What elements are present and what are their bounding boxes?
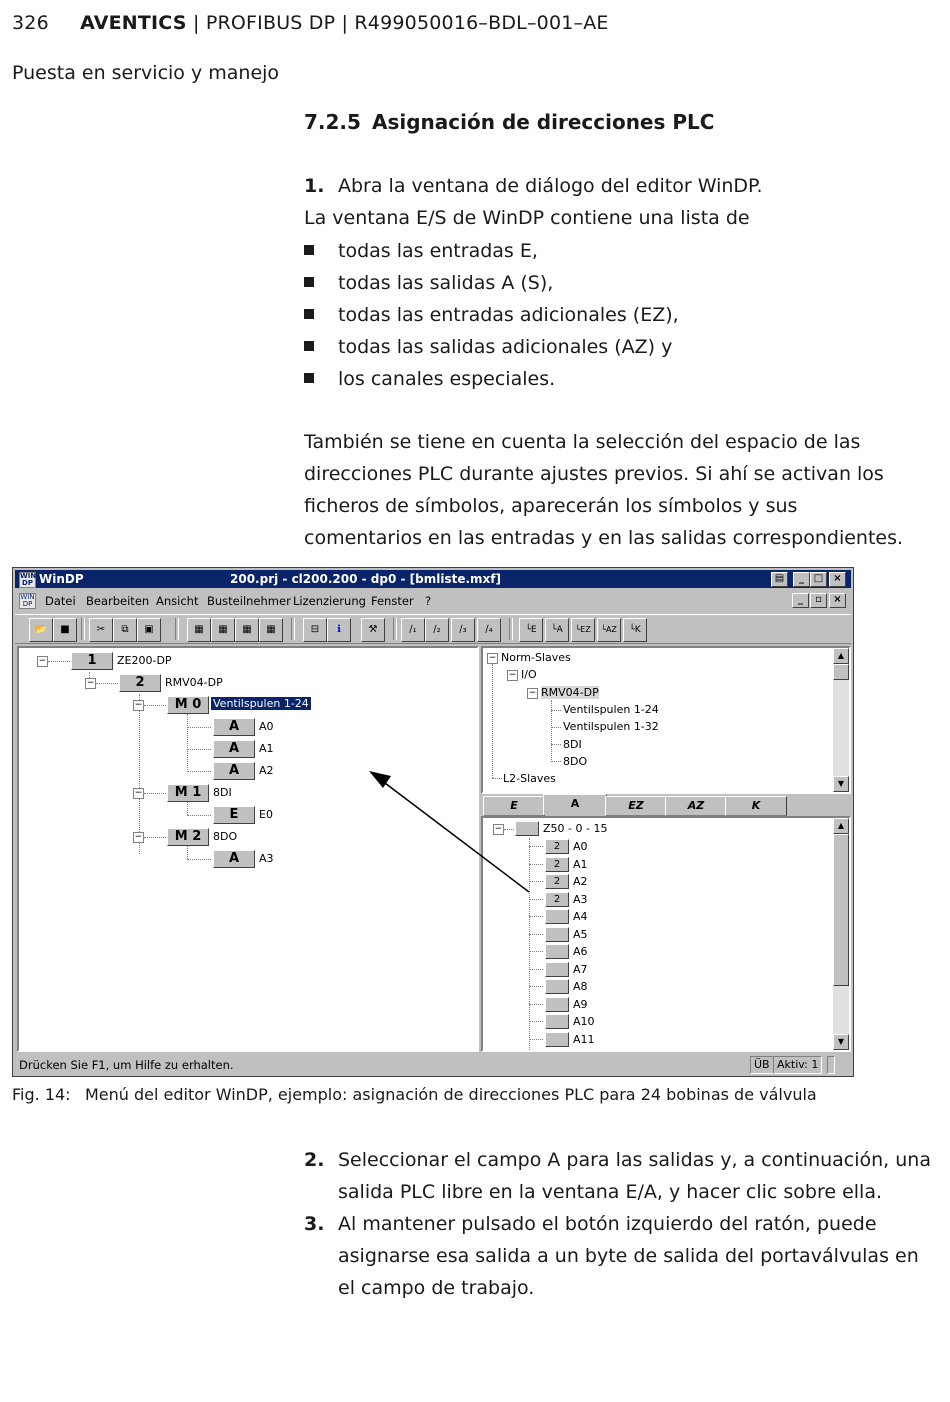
minimize-button[interactable]: _ (793, 572, 810, 587)
output-label[interactable]: A1 (259, 742, 274, 755)
io-row-label[interactable]: A0 (573, 840, 588, 853)
collapse-icon[interactable]: − (488, 653, 497, 663)
menu-bearbeiten[interactable]: Bearbeiten (86, 594, 150, 608)
bullet-item (304, 272, 553, 294)
scroll-up-icon[interactable]: ▲ (833, 648, 849, 664)
io-row-label[interactable]: A2 (573, 875, 588, 888)
figure-caption (12, 1085, 817, 1104)
bullet-text: todas las salidas A (S), (338, 272, 554, 294)
output-label[interactable]: A0 (259, 720, 274, 733)
module-label-m0[interactable]: Ventilspulen 1-24 (213, 697, 309, 710)
input-label[interactable]: E0 (259, 808, 273, 821)
output-box[interactable]: A (213, 762, 255, 780)
output-box[interactable]: A (213, 740, 255, 758)
menu-lizenzierung[interactable]: Lizenzierung (293, 594, 366, 608)
tab-ez[interactable]: EZ (605, 796, 667, 816)
io-row-label[interactable]: A6 (573, 945, 588, 958)
io-count-box[interactable]: 2 (545, 857, 569, 872)
menu-help[interactable]: ? (425, 594, 432, 608)
heading-title: Asignación de direcciones PLC (372, 110, 715, 134)
paragraph-line: direcciones PLC durante ajustes previos. Si ahí se activan los (304, 463, 884, 485)
filter-a-button[interactable]: └A (545, 618, 569, 642)
windp-app-icon[interactable]: WIN DP (20, 572, 37, 587)
bullet-square-icon (304, 341, 314, 351)
bullet-item (304, 368, 555, 390)
app-name: WinDP (39, 572, 84, 586)
io-count-box[interactable]: 2 (545, 892, 569, 907)
print-icon[interactable]: ▤ (771, 572, 788, 587)
filter-e-button[interactable]: └E (519, 618, 543, 642)
catalog-child[interactable]: Ventilspulen 1-32 (563, 720, 659, 733)
figure-label: Fig. 14: (12, 1085, 71, 1104)
heading-number: 7.2.5 (304, 110, 361, 134)
cut-icon[interactable]: ✂ (89, 618, 113, 642)
section-label: Puesta en servicio y manejo (12, 62, 280, 84)
collapse-icon[interactable]: − (494, 824, 503, 834)
catalog-child[interactable]: 8DI (563, 738, 582, 751)
slave-number-box[interactable]: 2 (119, 674, 161, 692)
step-number: 3. (304, 1213, 325, 1235)
collapse-icon[interactable]: − (134, 788, 143, 798)
catalog-child[interactable]: 8DO (563, 755, 588, 768)
io-count-box[interactable]: 2 (545, 874, 569, 889)
master-label[interactable]: ZE200-DP (117, 654, 172, 667)
view-4-icon[interactable]: ∕₄ (477, 618, 501, 642)
doc-title: PROFIBUS DP (205, 12, 336, 34)
collapse-icon[interactable]: − (86, 678, 95, 688)
io-row-label[interactable]: A9 (573, 997, 588, 1011)
collapse-icon[interactable]: − (134, 832, 143, 842)
drag-arrow-icon (13, 568, 853, 1076)
status-empty-box (827, 1056, 835, 1074)
filter-az-button[interactable]: └AZ (597, 618, 621, 642)
step-text: Al mantener pulsado el botón izquierdo del ratón, puede (338, 1213, 877, 1235)
module-special-icon[interactable]: ▦ (259, 618, 283, 642)
master-number-box[interactable]: 1 (71, 652, 113, 670)
module-label-m2[interactable]: 8DO (213, 830, 238, 843)
bullet-text: los canales especiales. (338, 368, 556, 390)
menu-busteilnehmer[interactable]: Busteilnehmer (207, 594, 291, 608)
paragraph-line: comentarios en las entradas y en las salidas correspondientes. (304, 527, 904, 549)
tab-e[interactable]: E (483, 796, 545, 816)
module-input-icon[interactable]: ▦ (211, 618, 235, 642)
scroll-down-icon[interactable]: ▼ (833, 776, 849, 792)
module-box-m1[interactable]: M 1 (167, 784, 209, 802)
status-ub: ÜB (750, 1056, 774, 1074)
module-box-m0[interactable]: M 0 (167, 696, 209, 714)
section-heading (304, 110, 714, 134)
paragraph-line: ficheros de símbolos, aparecerán los símbolos y sus (304, 495, 798, 517)
filter-ez-label: EZ (580, 625, 591, 634)
list-intro: La ventana E/S de WinDP contiene una lista de (304, 207, 750, 229)
catalog-io[interactable]: I/O (521, 668, 537, 681)
child-restore-button[interactable]: ▫ (810, 593, 827, 608)
page-number: 326 (12, 12, 49, 34)
brand-name: AVENTICS (80, 12, 187, 34)
io-row-label[interactable]: A1 (573, 857, 588, 871)
bullet-text: todas las salidas adicionales (AZ) y (338, 336, 673, 358)
view-1-icon[interactable]: ∕₁ (401, 618, 425, 642)
bullet-square-icon (304, 245, 314, 255)
network-icon[interactable]: ⊟ (303, 618, 327, 642)
scroll-up-icon[interactable]: ▲ (833, 818, 849, 834)
output-box[interactable]: A (213, 718, 255, 736)
menu-fenster[interactable]: Fenster (371, 594, 414, 608)
io-row-label[interactable]: A11 (573, 1032, 595, 1046)
paragraph-line: También se tiene en cuenta la selección del espacio de las (304, 431, 861, 453)
io-row-label[interactable]: A8 (573, 980, 588, 993)
collapse-icon[interactable]: − (508, 670, 517, 680)
step-number: 1. (304, 175, 325, 197)
step-text: Seleccionar el campo A para las salidas y, a continuación, una (338, 1149, 931, 1171)
filter-az-label: AZ (605, 625, 617, 634)
header-separator: | (192, 12, 200, 34)
tab-k[interactable]: K (725, 796, 787, 816)
catalog-l2[interactable]: L2-Slaves (503, 772, 556, 785)
module-label-m1[interactable]: 8DI (213, 786, 232, 799)
windp-window (12, 567, 854, 1077)
bullet-square-icon (304, 277, 314, 287)
step-3 (304, 1208, 919, 1304)
info-icon[interactable]: ℹ (327, 618, 351, 642)
save-icon[interactable]: ■ (53, 618, 77, 642)
paste-icon[interactable]: ▣ (137, 618, 161, 642)
io-row-label[interactable]: A7 (573, 962, 588, 976)
group-label[interactable]: Z50 - 0 - 15 (543, 822, 608, 835)
tab-az[interactable]: AZ (665, 796, 727, 816)
io-row-label[interactable]: A10 (573, 1015, 595, 1028)
window-title: 200.prj - cl200.200 - dp0 - [bmliste.mxf] (230, 572, 501, 586)
catalog-device[interactable]: RMV04-DP (541, 686, 599, 699)
collapse-icon[interactable]: − (134, 700, 143, 710)
bullet-text: todas las entradas adicionales (EZ), (338, 304, 679, 326)
io-count-box[interactable]: 2 (545, 839, 569, 854)
scroll-down-icon[interactable]: ▼ (833, 1034, 849, 1050)
bullet-square-icon (304, 373, 314, 383)
output-label[interactable]: A3 (259, 852, 274, 865)
page-header (12, 12, 609, 34)
module-icon[interactable]: ▦ (187, 618, 211, 642)
catalog-child[interactable]: Ventilspulen 1-24 (563, 703, 659, 716)
filter-ez-button[interactable]: └EZ (571, 618, 595, 642)
tab-a[interactable]: A (543, 794, 607, 815)
bullet-item (304, 336, 672, 358)
doc-code: R499050016–BDL–001–AE (354, 12, 609, 34)
io-row-label[interactable]: A4 (573, 910, 588, 923)
collapse-icon[interactable]: − (528, 688, 537, 698)
bullet-square-icon (304, 309, 314, 319)
view-3-icon[interactable]: ∕₃ (451, 618, 475, 642)
view-2-icon[interactable]: ∕₂ (425, 618, 449, 642)
tool-icon[interactable]: ⚒ (361, 618, 385, 642)
menu-datei[interactable]: Datei (45, 594, 76, 608)
collapse-icon[interactable]: − (38, 656, 47, 666)
status-text: Drücken Sie F1, um Hilfe zu erhalten. (19, 1058, 234, 1072)
bullet-item (304, 240, 538, 262)
copy-icon[interactable]: ⧉ (113, 618, 137, 642)
document-icon[interactable]: WIN DP (20, 593, 35, 608)
bullet-item (304, 304, 679, 326)
step-text: Abra la ventana de diálogo del editor WinDP. (338, 175, 763, 197)
slave-label[interactable]: RMV04-DP (165, 676, 223, 689)
child-close-button[interactable]: × (829, 593, 846, 608)
filter-k-label: K (634, 625, 641, 635)
menu-ansicht[interactable]: Ansicht (156, 594, 199, 608)
open-icon[interactable]: 📂 (29, 618, 53, 642)
io-row-label[interactable]: A5 (573, 927, 588, 941)
module-output-icon[interactable]: ▦ (235, 618, 259, 642)
filter-a-label: A (556, 625, 563, 635)
catalog-root[interactable]: Norm-Slaves (501, 651, 571, 664)
header-separator: | (341, 12, 349, 34)
step-text: asignarse esa salida a un byte de salida del portaválvulas en (338, 1245, 919, 1267)
step-number: 2. (304, 1149, 325, 1171)
module-box-m2[interactable]: M 2 (167, 828, 209, 846)
step-2 (304, 1144, 931, 1208)
output-label[interactable]: A2 (259, 764, 274, 777)
description-paragraph (304, 426, 924, 554)
status-bar (15, 1054, 851, 1074)
maximize-button[interactable]: □ (810, 572, 827, 587)
io-row-label[interactable]: A3 (573, 892, 588, 906)
figure-text: Menú del editor WinDP, ejemplo: asignación de direcciones PLC para 24 bobinas de válvula (85, 1085, 817, 1104)
child-minimize-button[interactable]: _ (792, 593, 809, 608)
bullet-text: todas las entradas E, (338, 240, 538, 262)
filter-k-button[interactable]: └K (623, 618, 647, 642)
step-text: salida PLC libre en la ventana E/A, y hacer clic sobre ella. (338, 1181, 883, 1203)
filter-e-label: E (530, 625, 537, 635)
close-button[interactable]: × (829, 572, 846, 587)
input-box[interactable]: E (213, 806, 255, 824)
output-box[interactable]: A (213, 850, 255, 868)
step-text: el campo de trabajo. (338, 1277, 535, 1299)
status-aktiv: Aktiv: 1 (773, 1056, 822, 1074)
step-1 (304, 170, 763, 202)
